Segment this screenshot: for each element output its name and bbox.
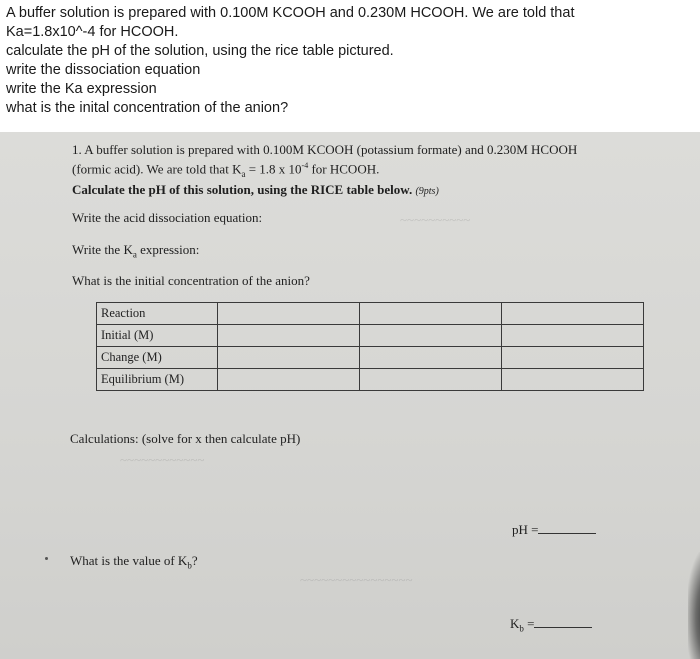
- worksheet-instruction: [72, 182, 672, 200]
- worksheet-photo: [0, 132, 700, 659]
- prompt-text: expression:: [136, 242, 200, 257]
- subscript: b: [519, 623, 524, 634]
- subscript: a: [132, 249, 137, 260]
- rice-row-label: Equilibrium (M): [97, 369, 218, 391]
- question-line: write the Ka expression: [6, 81, 157, 97]
- rice-cell[interactable]: [360, 303, 502, 325]
- superscript: -4: [301, 161, 309, 170]
- instruction-text: Calculate the pH of this solution, using the RICE table below.: [72, 181, 413, 197]
- rice-cell[interactable]: [218, 347, 360, 369]
- rice-cell[interactable]: [218, 369, 360, 391]
- bleed-through-text: ~~~~~~~~~~: [400, 212, 471, 227]
- worksheet-question: [72, 142, 672, 200]
- points-label: (9pts): [415, 185, 439, 197]
- bullet-dot: [45, 557, 48, 560]
- question-text: [6, 4, 696, 118]
- subscript: a: [241, 168, 246, 179]
- rice-cell[interactable]: [360, 347, 502, 369]
- kb-label: K: [510, 616, 520, 631]
- rice-cell[interactable]: [218, 325, 360, 347]
- rice-cell[interactable]: [502, 369, 644, 391]
- prompt-text: ?: [191, 553, 198, 568]
- ph-answer-blank[interactable]: [538, 523, 596, 534]
- rice-cell[interactable]: [502, 303, 644, 325]
- bleed-through-text: ~~~~~~~~~~~~: [120, 452, 205, 467]
- prompt-text: Write the K: [72, 242, 133, 257]
- question-line: A buffer solution is prepared with 0.100M KCOOH and 0.230M HCOOH. We are told that: [6, 5, 575, 21]
- subscript: b: [187, 560, 192, 571]
- rice-row: [97, 369, 644, 391]
- rice-row: [97, 325, 644, 347]
- ka-expression-prompt: [72, 242, 199, 260]
- intro-text: (formic acid). We are told that K: [72, 161, 242, 177]
- kb-answer-blank[interactable]: [534, 617, 592, 628]
- prompt-text: What is the value of K: [70, 553, 188, 568]
- bleed-through-text: ~~~~~~~~~~~~~~~~: [300, 572, 413, 587]
- kb-label: =: [523, 616, 535, 631]
- ph-label: pH =: [512, 522, 539, 537]
- ph-answer: [512, 522, 596, 538]
- rice-cell[interactable]: [360, 369, 502, 391]
- rice-row: [97, 347, 644, 369]
- rice-row-label: Reaction: [97, 303, 218, 325]
- intro-text: = 1.8 x 10: [245, 161, 302, 177]
- calculations-prompt: Calculations: (solve for x then calculate pH): [70, 431, 301, 446]
- corner-shadow: [688, 552, 700, 659]
- intro-text: for HCOOH.: [308, 161, 380, 177]
- kb-answer: [510, 616, 592, 634]
- rice-row-label: Change (M): [97, 347, 218, 369]
- rice-row: [97, 303, 644, 325]
- rice-cell[interactable]: [360, 325, 502, 347]
- question-line: calculate the pH of the solution, using the rice table pictured.: [6, 43, 394, 59]
- anion-concentration-prompt: What is the initial concentration of the anion?: [72, 273, 310, 288]
- question-line: what is the inital concentration of the anion?: [6, 100, 289, 116]
- rice-cell[interactable]: [502, 347, 644, 369]
- rice-cell[interactable]: [502, 325, 644, 347]
- rice-row-label: Initial (M): [97, 325, 218, 347]
- rice-cell[interactable]: [218, 303, 360, 325]
- question-line: Ka=1.8x10^-4 for HCOOH.: [6, 24, 179, 40]
- kb-question: [70, 553, 198, 571]
- worksheet-intro-line: [72, 158, 672, 182]
- rice-table: [96, 302, 644, 391]
- question-line: write the dissociation equation: [6, 62, 201, 78]
- worksheet-intro-line: 1. A buffer solution is prepared with 0.100M KCOOH (potassium formate) and 0.230M HCOOH: [72, 142, 578, 157]
- acid-equation-prompt: Write the acid dissociation equation:: [72, 210, 263, 225]
